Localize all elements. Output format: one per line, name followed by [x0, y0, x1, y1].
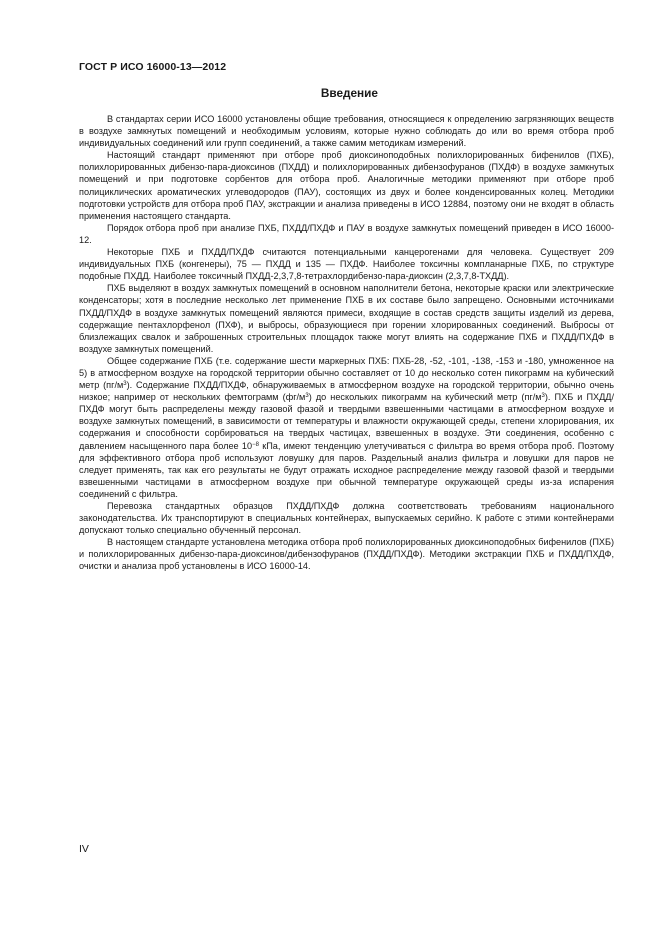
paragraph-6-part-1: Общее содержание ПХБ (т.е. содержание шести маркерных ПХБ: ПХБ-28, -52, -101, -138, -153 и -180, умноженное на 5) в атмосферном воздухе на городской территории обычно составляет от 10 до несколько сотен пикограмм на кубический метр (пг/м	[79, 355, 614, 391]
paragraph-2: Настоящий стандарт применяют при отборе проб диоксиноподобных полихлорированных бифенилов (ПХБ), полихлорированных дибензо-пара-диоксинов (ПХДД) и полихлорированных дибензофуранов (ПХДФ) в воздухе замкнутых помещений и при подготовке сорбентов для отбора проб. Аналогичные методики применяют при отборе проб полициклических ароматических углеводородов (ПАУ), состоящих из двух и более конденсированных колец. Методики подготовки устройств для отбора проб ПАУ, экстракции и анализа приведены в ИСО 12884, поэтому они не входят в область применения настоящего стандарта.	[79, 150, 614, 221]
section-title: Введение	[320, 86, 378, 100]
superscript-cubic-3: 3	[541, 393, 545, 400]
section-title-wrap	[0, 86, 632, 100]
paragraph-6-part-5: кПа, имеют тенденцию улетучиваться с фильтра во время отбора проб. Поэтому для эффективного отбора проб используют ловушку для паров. Раздельный анализ фильтра и ловушки для паров не следует применять, так как его результаты не будут отражать исходное распределение между газовой фазой и твердыми взвешенными частицами в атмосферном воздухе при обычной температуре окружающей среды из-за испарения соединений с фильтра.	[79, 440, 614, 499]
superscript-cubic-2: 3	[305, 393, 309, 400]
paragraph-3: Порядок отбора проб при анализе ПХБ, ПХДД/ПХДФ и ПАУ в воздухе замкнутых помещений приведен в ИСО 16000-12.	[79, 222, 614, 245]
paragraph-5: ПХБ выделяют в воздух замкнутых помещений в основном наполнители бетона, некоторые краски или электрические конденсаторы; хотя в последние несколько лет применение ПХБ в их составе было запрещено. Основными источниками ПХДД/ПХДФ в воздухе замкнутых помещений являются примеси, входящие в состав средств защиты изделий из дерева, содержащие пентахлорфенол (ПХФ), и выбросы, образующиеся при горении хлорированных соединений. Выбросы от близлежащих свалок и заброшенных строительных площадок также могут влиять на содержание ПХБ и ПХДД/ПХДФ в воздухе замкнутых помещений.	[79, 283, 614, 354]
page-number: IV	[79, 843, 89, 855]
paragraph-7: Перевозка стандартных образцов ПХДД/ПХДФ должна соответствовать требованиям национального законодательства. Их транспортируют в специальных контейнерах, выпускаемых серийно. К работе с этими контейнерами допускают только специально обученный персонал.	[79, 501, 614, 536]
paragraph-6	[79, 355, 614, 500]
paragraph-8: В настоящем стандарте установлена методика отбора проб полихлорированных диоксиноподобных бифенилов (ПХБ) и полихлорированных дибензо-пара-диоксинов/дибензофуранов (ПХДД/ПХДФ). Методики экстракции ПХБ и ПХДД/ПХДФ, очистки и анализа проб установлены в ИСО 16000-14.	[79, 537, 614, 572]
superscript-cubic-1: 3	[123, 381, 127, 388]
body-text	[79, 113, 614, 573]
document-header: ГОСТ Р ИСО 16000-13—2012	[79, 61, 227, 73]
paragraph-6-part-4: ). ПХБ и ПХДД/ПХДФ могут быть распределены между газовой фазой и твердыми взвешенными частицами в атмосферном воздухе и воздухе замкнутых помещений, в зависимости от температуры и влажности окружающей среды, степени хлорирования, их содержания и способности сорбироваться на твердых частицах, взвешенных в воздухе. Эти соединения, особенно с давлением насыщенного пара более 10	[79, 392, 614, 451]
paragraph-6-part-2: ). Содержание ПХДД/ПХДФ, обнаруживаемых в атмосферном воздухе на городской территории, обычно очень низкое; например от нескольких фемтограмм (фг/м	[79, 380, 614, 403]
superscript-exponent: −8	[252, 441, 259, 448]
paragraph-4: Некоторые ПХБ и ПХДД/ПХДФ считаются потенциальными канцерогенами для человека. Существует 209 индивидуальных ПХБ (конгенеры), 75 — ПХДД и 135 — ПХДФ. Наиболее токсичны компланарные ПХБ, по структуре подобные ПХДД. Наиболее токсичный ПХДД-2,3,7,8-тетрахлордибензо-пара-диоксин (2,3,7,8-ТХДД).	[79, 247, 614, 282]
paragraph-6-part-3: ) до нескольких пикограмм на кубический метр (пг/м	[308, 392, 542, 403]
paragraph-1: В стандартах серии ИСО 16000 установлены общие требования, относящиеся к определению загрязняющих веществ в воздухе замкнутых помещений и необходимым условиям, которые нужно соблюдать до или во время отбора проб индивидуальных соединений или групп соединений, а также самим методикам измерений.	[79, 114, 614, 149]
